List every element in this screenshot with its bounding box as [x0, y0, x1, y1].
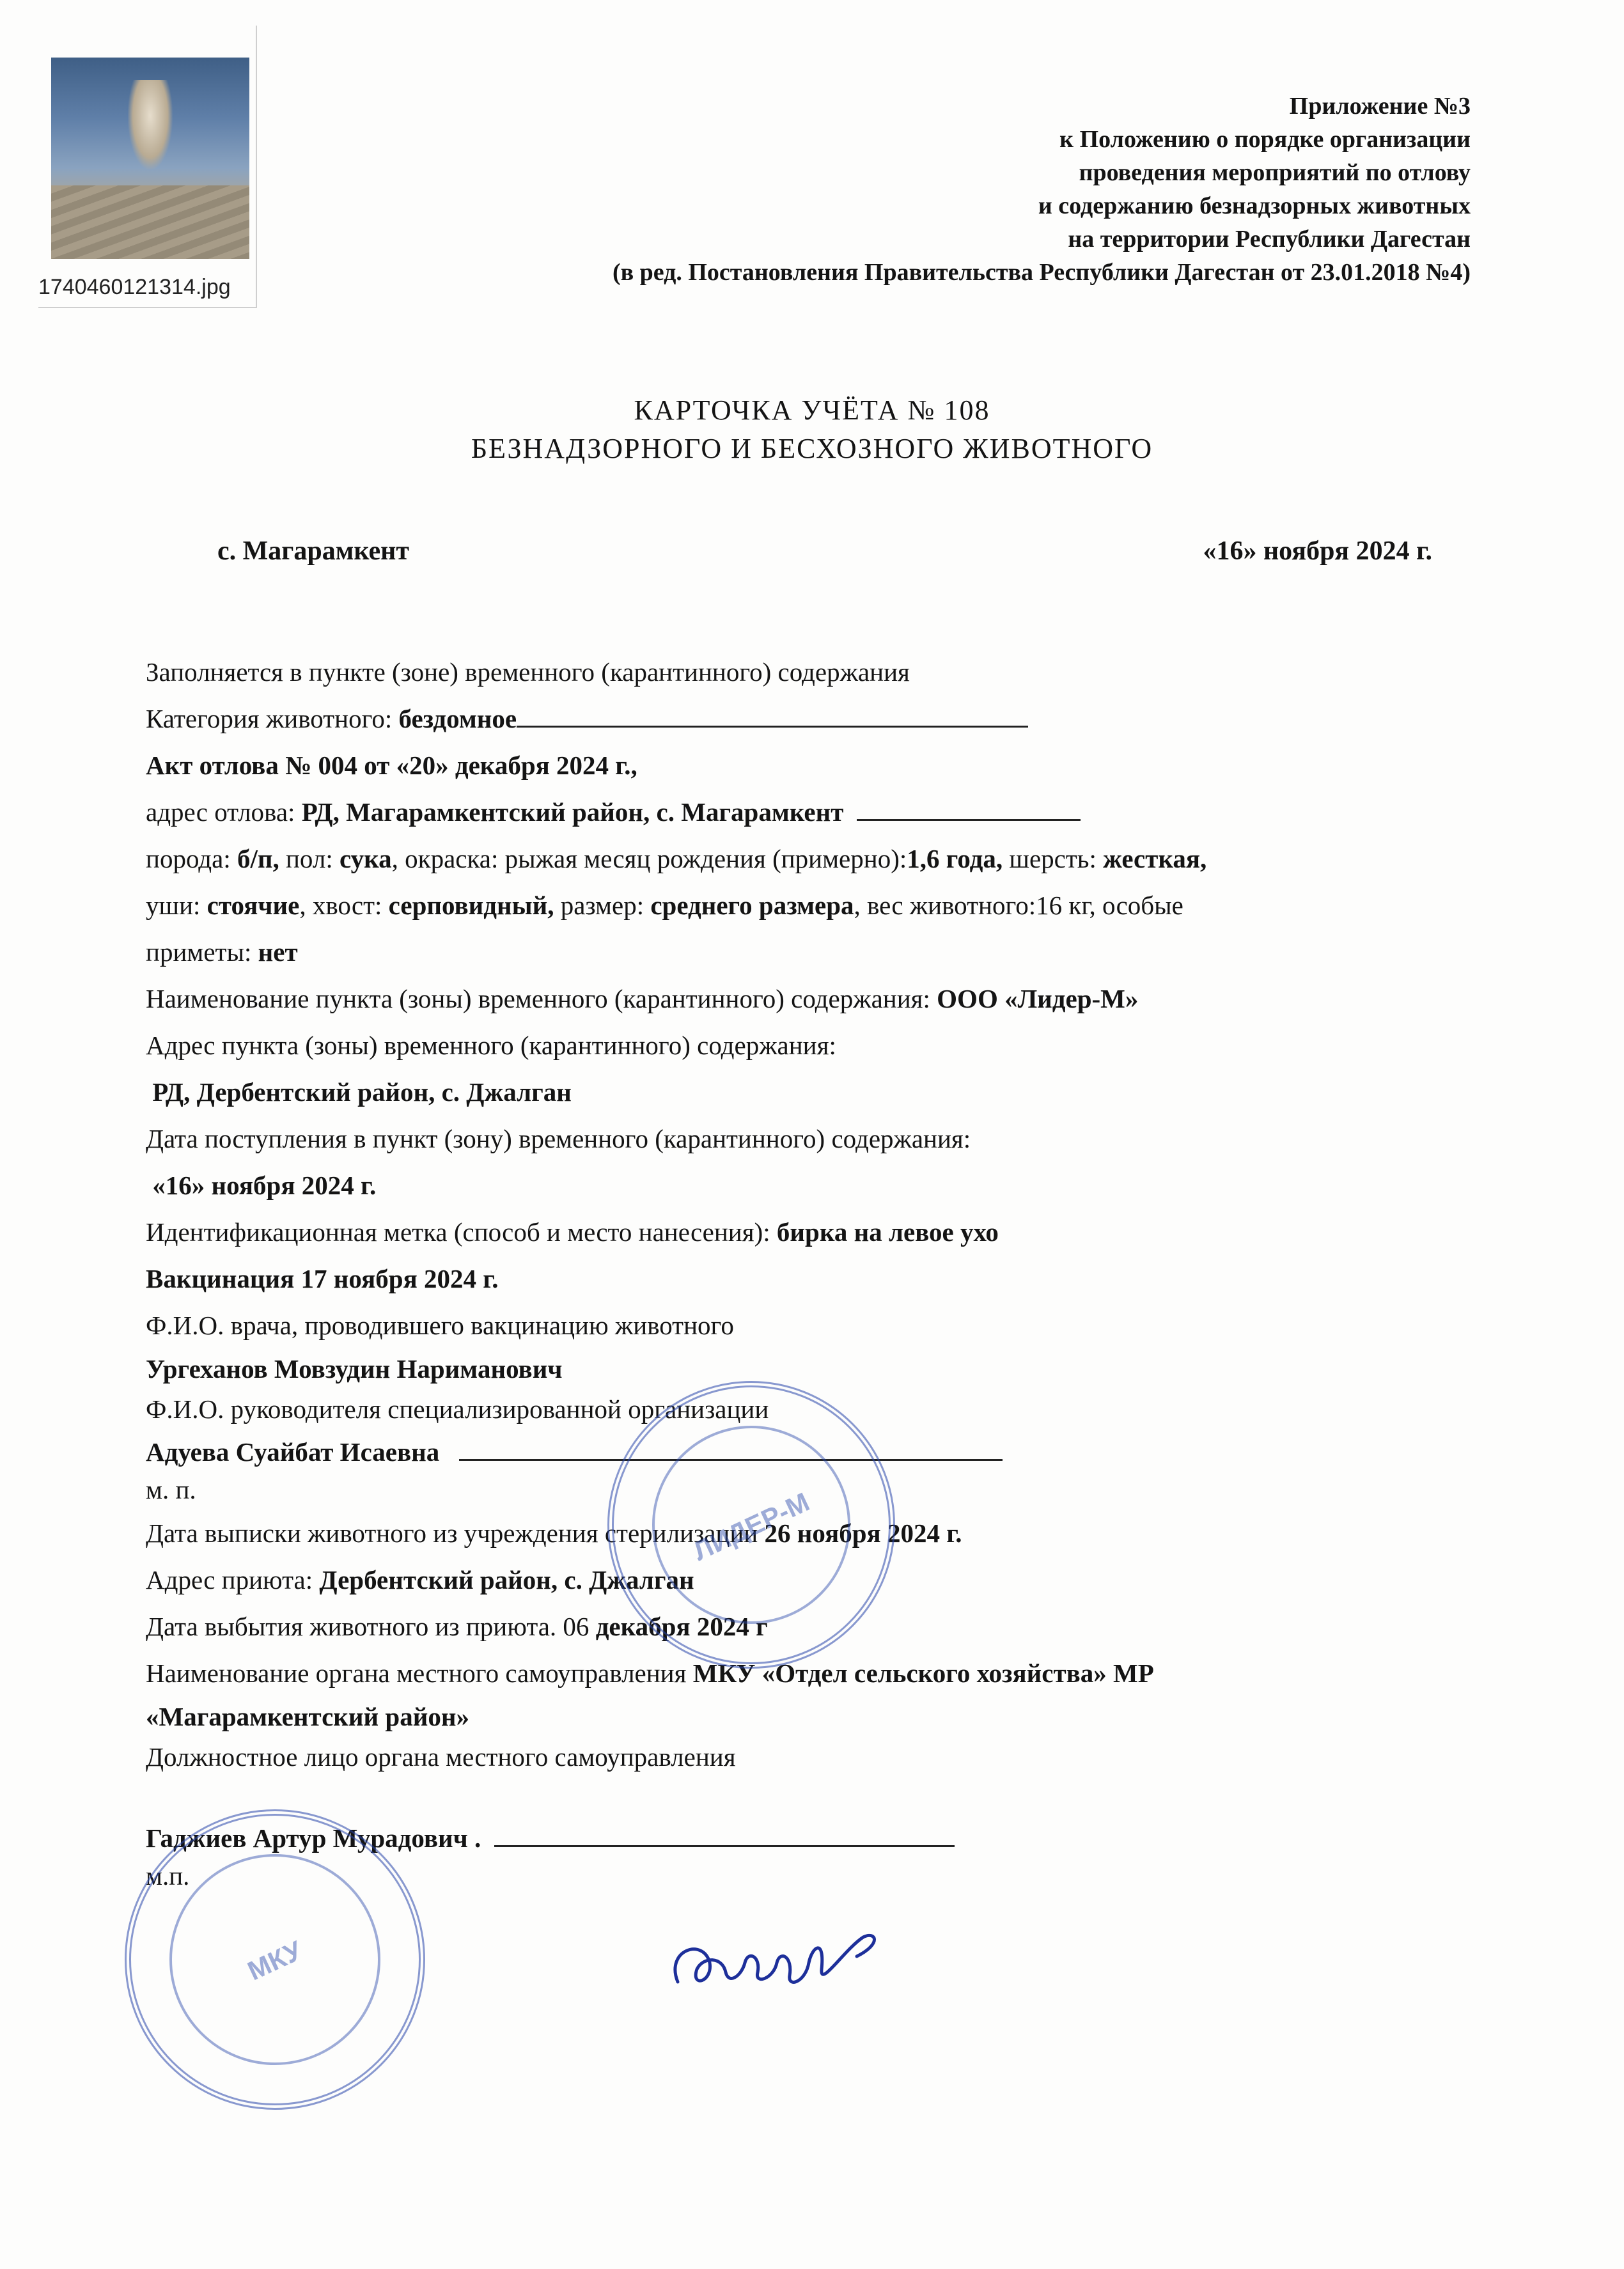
appendix-line: на территории Республики Дагестан: [1068, 226, 1471, 253]
filled-in-note: Заполняется в пункте (зоне) временного (карантинного) содержания: [146, 657, 910, 687]
id-mark-row: Идентификационная метка (способ и место нанесения): бирка на левое ухо: [146, 1217, 999, 1247]
arrival-label: Дата поступления в пункт (зону) временного (карантинного) содержания:: [146, 1124, 971, 1153]
handwritten-signature: [652, 1912, 895, 2014]
title-line-1: КАРТОЧКА УЧЁТА № 108: [634, 394, 990, 426]
capture-address-value: РД, Магарамкентский район, с. Магарамкент: [301, 797, 844, 827]
vet-name: Ургеханов Мовзудин Нариманович: [146, 1354, 563, 1384]
seal-place: м. п.: [146, 1475, 196, 1504]
stamp-text: МКУ: [243, 1935, 307, 1986]
card-body: [146, 649, 1463, 1896]
appendix-line: и содержанию безнадзорных животных: [1038, 192, 1471, 219]
underline: [517, 696, 1028, 728]
category-row: Категория животного: бездомное: [146, 696, 1463, 742]
departure-row: Дата выбытия животного из приюта. 06 декабря 2024 г: [146, 1612, 768, 1641]
photo-floor: [51, 185, 249, 259]
capture-act: Акт отлова № 004 от «20» декабря 2024 г.,: [146, 751, 637, 780]
facility-name-row: Наименование пункта (зоны) временного (карантинного) содержания: ООО «Лидер-М»: [146, 984, 1139, 1013]
document-title: [0, 391, 1624, 468]
photo-dog: [128, 80, 173, 169]
photo-filename: 1740460121314.jpg: [38, 275, 231, 299]
title-line-2: БЕЗНАДЗОРНОГО И БЕСХОЗНОГО ЖИВОТНОГО: [471, 433, 1153, 464]
stamp-text: ЛИДЕР-М: [688, 1486, 814, 1566]
appendix-line: Приложение №3: [1289, 93, 1471, 120]
head-label: Ф.И.О. руководителя специализированной организации: [146, 1394, 769, 1424]
facility-address-label: Адрес пункта (зоны) временного (карантинного) содержания:: [146, 1031, 836, 1060]
photo-thumbnail: [38, 26, 257, 308]
card-date: «16» ноября 2024 г.: [1203, 536, 1432, 566]
spacer: [146, 1777, 1463, 1816]
category-value: бездомное: [398, 704, 517, 733]
signature-line: [459, 1430, 1003, 1461]
capture-address-row: адрес отлова: РД, Магарамкентский район, с. Магарамкент: [146, 789, 1463, 836]
appendix-line: проведения мероприятий по отлову: [1079, 159, 1471, 186]
authority-row: Наименование органа местного самоуправления МКУ «Отдел сельского хозяйства» МР: [146, 1658, 1154, 1688]
official-label: Должностное лицо органа местного самоуправления: [146, 1742, 736, 1772]
vet-label: Ф.И.О. врача, проводившего вакцинацию животного: [146, 1311, 734, 1340]
description-row-1: порода: б/п, пол: сука, окраска: рыжая месяц рождения (примерно):1,6 года, шерсть: жесткая,: [146, 844, 1207, 873]
vaccination: Вакцинация 17 ноября 2024 г.: [146, 1264, 499, 1293]
head-name: Адуева Суайбат Исаевна: [146, 1437, 440, 1467]
facility-address-value: РД, Дербентский район, с. Джалган: [152, 1077, 572, 1107]
official-name: Гаджиев Артур Мурадович .: [146, 1823, 481, 1853]
signature-line: [494, 1816, 955, 1847]
arrival-value: «16» ноября 2024 г.: [152, 1171, 377, 1200]
appendix-line: (в ред. Постановления Правительства Республики Дагестан от 23.01.2018 №4): [612, 259, 1471, 286]
appendix-line: к Положению о порядке организации: [1059, 126, 1471, 153]
place: с. Магарамкент: [217, 536, 409, 566]
discharge-row: Дата выписки животного из учреждения стерилизации 26 ноября 2024 г.: [146, 1518, 962, 1548]
appendix-header: [613, 90, 1471, 289]
official-row: [146, 1816, 1463, 1856]
underline: [857, 790, 1081, 821]
head-row: [146, 1430, 1463, 1470]
shelter-address-row: Адрес приюта: Дербентский район, с. Джалган: [146, 1565, 694, 1595]
dog-photo: [51, 58, 249, 259]
seal-place-2: м.п.: [146, 1861, 190, 1891]
description-row-2: уши: стоячие, хвост: серповидный, размер: среднего размера, вес животного:16 кг, особые: [146, 891, 1183, 920]
marks-row: приметы: нет: [146, 937, 298, 967]
authority-row-2: «Магарамкентский район»: [146, 1702, 469, 1731]
